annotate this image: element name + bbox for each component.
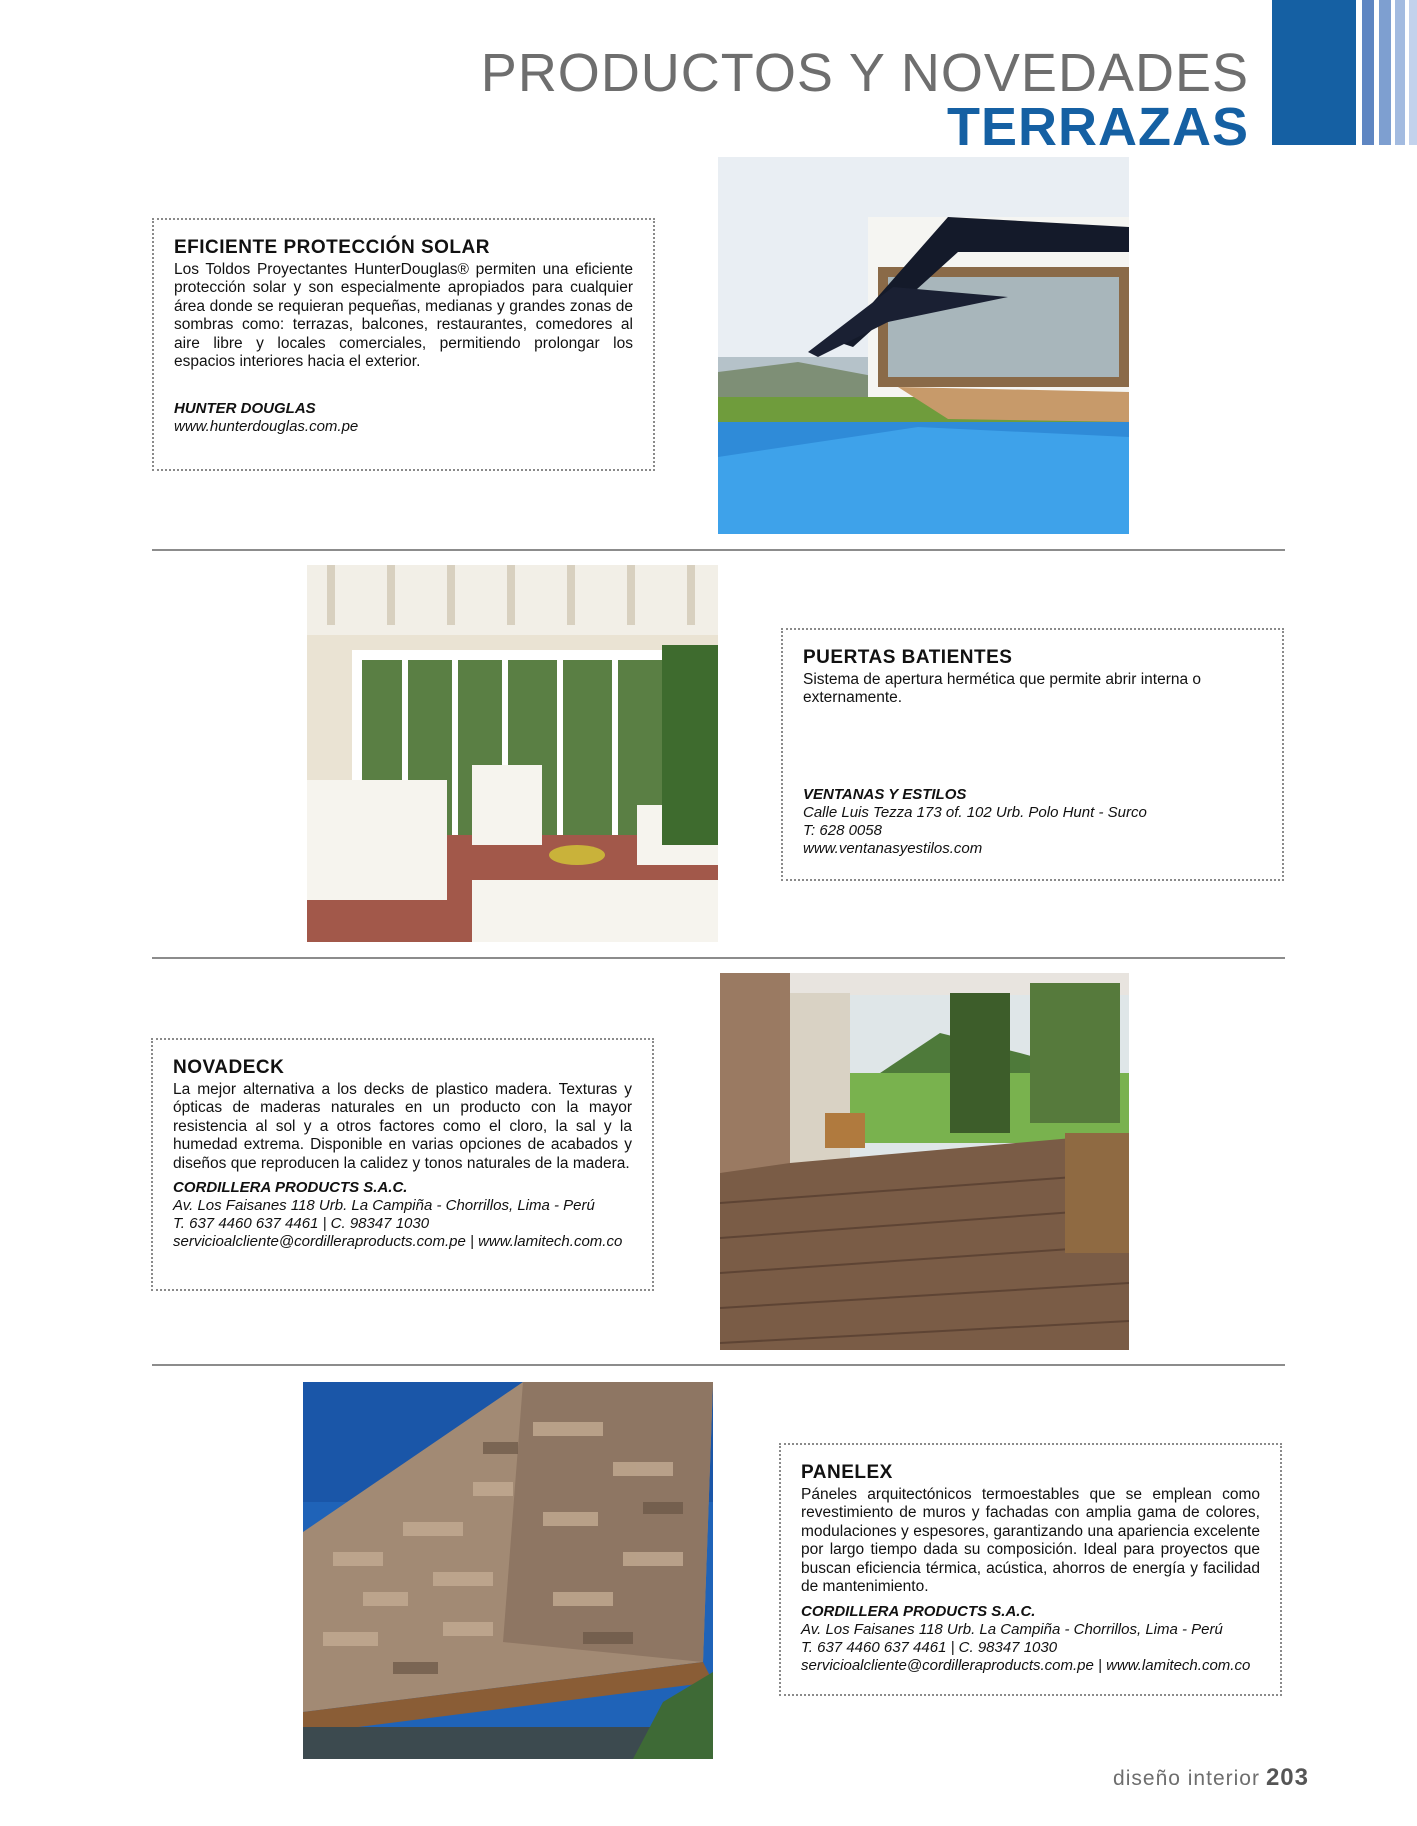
section-title: PRODUCTOS Y NOVEDADES: [480, 43, 1249, 103]
photo-panel-facade: [303, 1382, 713, 1759]
magazine-name: diseño interior: [1113, 1767, 1260, 1790]
company-website: www.ventanasyestilos.com: [803, 839, 983, 857]
section-divider: [152, 1364, 1285, 1366]
product-heading: PUERTAS BATIENTES: [803, 647, 1013, 668]
company-name: CORDILLERA PRODUCTS S.A.C.: [801, 1602, 1036, 1620]
product-box-novadeck: [151, 1038, 654, 1291]
company-email-website: servicioalcliente@cordilleraproducts.com.pe | www.lamitech.com.co: [173, 1233, 623, 1251]
section-divider: [152, 957, 1285, 959]
page-number: 203: [1265, 1764, 1309, 1791]
product-box-puertas-batientes: [781, 628, 1284, 881]
company-name: HUNTER DOUGLAS: [174, 399, 316, 417]
company-phone: T: 628 0058: [803, 821, 882, 839]
company-address: Av. Los Faisanes 118 Urb. La Campiña - Chorrillos, Lima - Perú: [173, 1197, 595, 1215]
product-heading: PANELEX: [801, 1462, 893, 1483]
page-footer: [1113, 1764, 1309, 1792]
product-description: La mejor alternativa a los decks de plastico madera. Texturas y ópticas de maderas naturales en un producto con la mayor resistencia al sol y a otros factores como el cloro, la sal y la humedad extrema. Disponible en varias opciones de acabados y diseños que reproducen la calidez y tonos naturales de la madera.: [173, 1080, 632, 1172]
company-name: CORDILLERA PRODUCTS S.A.C.: [173, 1179, 408, 1197]
company-phone: T. 637 4460 637 4461 | C. 98347 1030: [801, 1638, 1058, 1656]
company-name: VENTANAS Y ESTILOS: [803, 785, 967, 803]
company-address: Av. Los Faisanes 118 Urb. La Campiña - Chorrillos, Lima - Perú: [801, 1620, 1223, 1638]
product-heading: NOVADECK: [173, 1057, 285, 1078]
photo-terrace-doors: [307, 565, 718, 942]
header-stripes-decoration: [1272, 0, 1417, 145]
section-divider: [152, 549, 1285, 551]
product-heading: EFICIENTE PROTECCIÓN SOLAR: [174, 237, 490, 258]
product-description: Páneles arquitectónicos termoestables que se emplean como revestimiento de muros y fachadas con amplia gama de colores, modulaciones y espesores, garantizando una apariencia excelente por largo tiempo dada su composición. Ideal para proyectos que buscan eficiencia térmica, acústica, ahorros de energía y facilidad de mantenimiento.: [801, 1485, 1260, 1596]
product-description: Los Toldos Proyectantes HunterDouglas® permiten una eficiente protección solar y son especialmente apropiados para cualquier área donde se requieran pequeñas, medianas y grandes zonas de sombras como: terrazas, balcones, restaurantes, comedores al aire libre y locales comerciales, permitiendo prolongar los espacios interiores hacia el exterior.: [174, 260, 633, 371]
company-phone: T. 637 4460 637 4461 | C. 98347 1030: [173, 1215, 430, 1233]
photo-awning-pool: [718, 157, 1129, 534]
section-subtitle: TERRAZAS: [947, 97, 1249, 157]
photo-wood-deck: [720, 973, 1129, 1350]
company-website: www.hunterdouglas.com.pe: [174, 417, 359, 435]
company-email-website: servicioalcliente@cordilleraproducts.com.pe | www.lamitech.com.co: [801, 1656, 1251, 1674]
product-box-panelex: [779, 1443, 1282, 1696]
product-box-solar-protection: [152, 218, 655, 471]
product-description: Sistema de apertura hermética que permite abrir interna o externamente.: [803, 670, 1202, 707]
company-address: Calle Luis Tezza 173 of. 102 Urb. Polo Hunt - Surco: [803, 803, 1147, 821]
